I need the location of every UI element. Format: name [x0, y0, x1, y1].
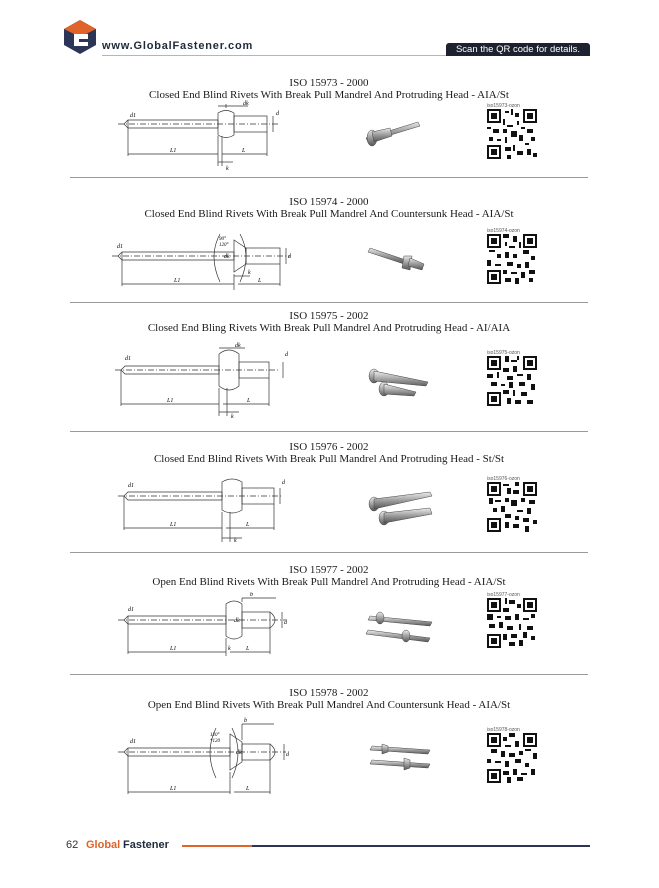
section-4-rivet-drawing: [118, 474, 298, 544]
svg-text:L: L: [247, 398, 251, 404]
section-4-qr-caption: iso15976-ozon: [487, 476, 520, 482]
section-5-rivet-photo: [364, 608, 436, 646]
section-2-title: Closed End Blind Rivets With Break Pull Mandrel And Countersunk Head - AIA/St: [144, 208, 514, 220]
section-6-title: Open End Blind Rivets With Break Pull Mandrel And Countersunk Head - AIA/St: [147, 699, 511, 711]
section-divider: [70, 552, 588, 553]
footer-brand-fastener: Fastener: [123, 839, 169, 851]
svg-text:d: d: [284, 620, 287, 626]
svg-text:d1: d1: [130, 113, 136, 119]
footer-rule-accent: [182, 845, 252, 847]
svg-text:k: k: [228, 646, 231, 652]
svg-text:120°: 120°: [219, 243, 229, 248]
svg-text:L1: L1: [170, 646, 177, 652]
footer-brand-global: Global: [86, 839, 121, 851]
svg-text:120°: 120°: [210, 733, 220, 738]
svg-text:L: L: [246, 522, 250, 528]
section-1-standard: ISO 15973 - 2000: [289, 77, 369, 89]
section-3-qr-code-icon[interactable]: [487, 356, 537, 406]
svg-text:d1: d1: [125, 356, 131, 362]
section-2-rivet-photo: [366, 242, 428, 274]
svg-text:d1: d1: [130, 739, 136, 745]
svg-text:d1: d1: [128, 483, 134, 489]
section-5-title: Open End Blind Rivets With Break Pull Mandrel And Protruding Head - AIA/St: [152, 576, 506, 588]
svg-text:*120: *120: [210, 739, 220, 744]
globalfastener-logo-icon: [64, 20, 96, 54]
svg-text:b: b: [244, 718, 247, 724]
section-4-qr-code-icon[interactable]: [487, 482, 537, 532]
section-6-standard: ISO 15978 - 2002: [289, 687, 369, 699]
svg-text:dk: dk: [235, 343, 241, 349]
svg-text:k: k: [248, 270, 251, 276]
section-1-qr-caption: iso15973-ozon: [487, 103, 520, 109]
svg-text:L1: L1: [170, 522, 177, 528]
svg-text:L1: L1: [167, 398, 174, 404]
page-number: 62: [66, 839, 79, 851]
section-1-rivet-photo: [356, 118, 428, 148]
section-2-qr-caption: iso15974-ozon: [487, 228, 520, 234]
svg-text:dk: dk: [234, 618, 240, 624]
svg-text:L1: L1: [170, 148, 177, 154]
section-1-title: Closed End Blind Rivets With Break Pull Mandrel And Protruding Head - AIA/St: [149, 89, 509, 101]
section-3-qr-caption: iso15975-ozon: [487, 350, 520, 356]
section-2-rivet-drawing: [112, 224, 297, 292]
section-6-qr-code-icon[interactable]: [487, 733, 537, 783]
scan-qr-badge: Scan the QR code for details.: [446, 43, 590, 56]
section-5-qr-caption: iso15977-ozon: [487, 592, 520, 598]
site-url[interactable]: www.GlobalFastener.com: [102, 40, 254, 52]
section-5-qr-code-icon[interactable]: [487, 598, 537, 648]
svg-text:d: d: [282, 480, 285, 486]
svg-text:k: k: [226, 166, 229, 172]
section-4-standard: ISO 15976 - 2002: [289, 441, 369, 453]
section-divider: [70, 431, 588, 432]
section-5-standard: ISO 15977 - 2002: [289, 564, 369, 576]
svg-text:L1: L1: [174, 278, 181, 284]
section-1-rivet-drawing: [118, 100, 293, 172]
svg-text:90°: 90°: [219, 237, 226, 242]
section-2-qr-code-icon[interactable]: [487, 234, 537, 284]
section-3-title: Closed End Bling Rivets With Break Pull Mandrel And Protruding Head - AI/AIA: [147, 322, 511, 334]
svg-text:d: d: [286, 752, 289, 758]
svg-text:L1: L1: [170, 786, 177, 792]
svg-text:k: k: [234, 538, 237, 544]
section-divider: [70, 302, 588, 303]
section-6-rivet-drawing: [118, 716, 298, 798]
section-3-rivet-drawing: [115, 340, 300, 418]
svg-text:b: b: [250, 592, 253, 598]
svg-text:dk: dk: [236, 750, 242, 756]
section-3-rivet-photo: [360, 362, 432, 402]
svg-text:k: k: [231, 414, 234, 418]
section-3-standard: ISO 15975 - 2002: [289, 310, 369, 322]
svg-text:dk: dk: [224, 254, 230, 260]
svg-text:d: d: [276, 111, 279, 117]
section-5-rivet-drawing: [118, 592, 298, 662]
section-divider: [70, 674, 588, 675]
section-4-title: Closed End Blind Rivets With Break Pull Mandrel And Protruding Head - St/St: [153, 453, 505, 465]
page-header: [0, 0, 659, 70]
svg-text:L: L: [258, 278, 262, 284]
svg-text:L: L: [242, 148, 246, 154]
section-1-qr-code-icon[interactable]: [487, 109, 537, 159]
svg-text:d: d: [288, 254, 291, 260]
svg-text:d: d: [285, 352, 288, 358]
section-divider: [70, 177, 588, 178]
section-4-rivet-photo: [364, 488, 436, 530]
svg-text:L: L: [246, 646, 250, 652]
section-2-standard: ISO 15974 - 2000: [289, 196, 369, 208]
svg-text:d1: d1: [128, 607, 134, 613]
svg-text:dk: dk: [243, 101, 249, 107]
section-6-rivet-photo: [368, 740, 434, 774]
svg-text:d1: d1: [117, 244, 123, 250]
svg-text:L: L: [246, 786, 250, 792]
page-footer: [0, 830, 659, 860]
section-6-qr-caption: iso15978-ozon: [487, 727, 520, 733]
